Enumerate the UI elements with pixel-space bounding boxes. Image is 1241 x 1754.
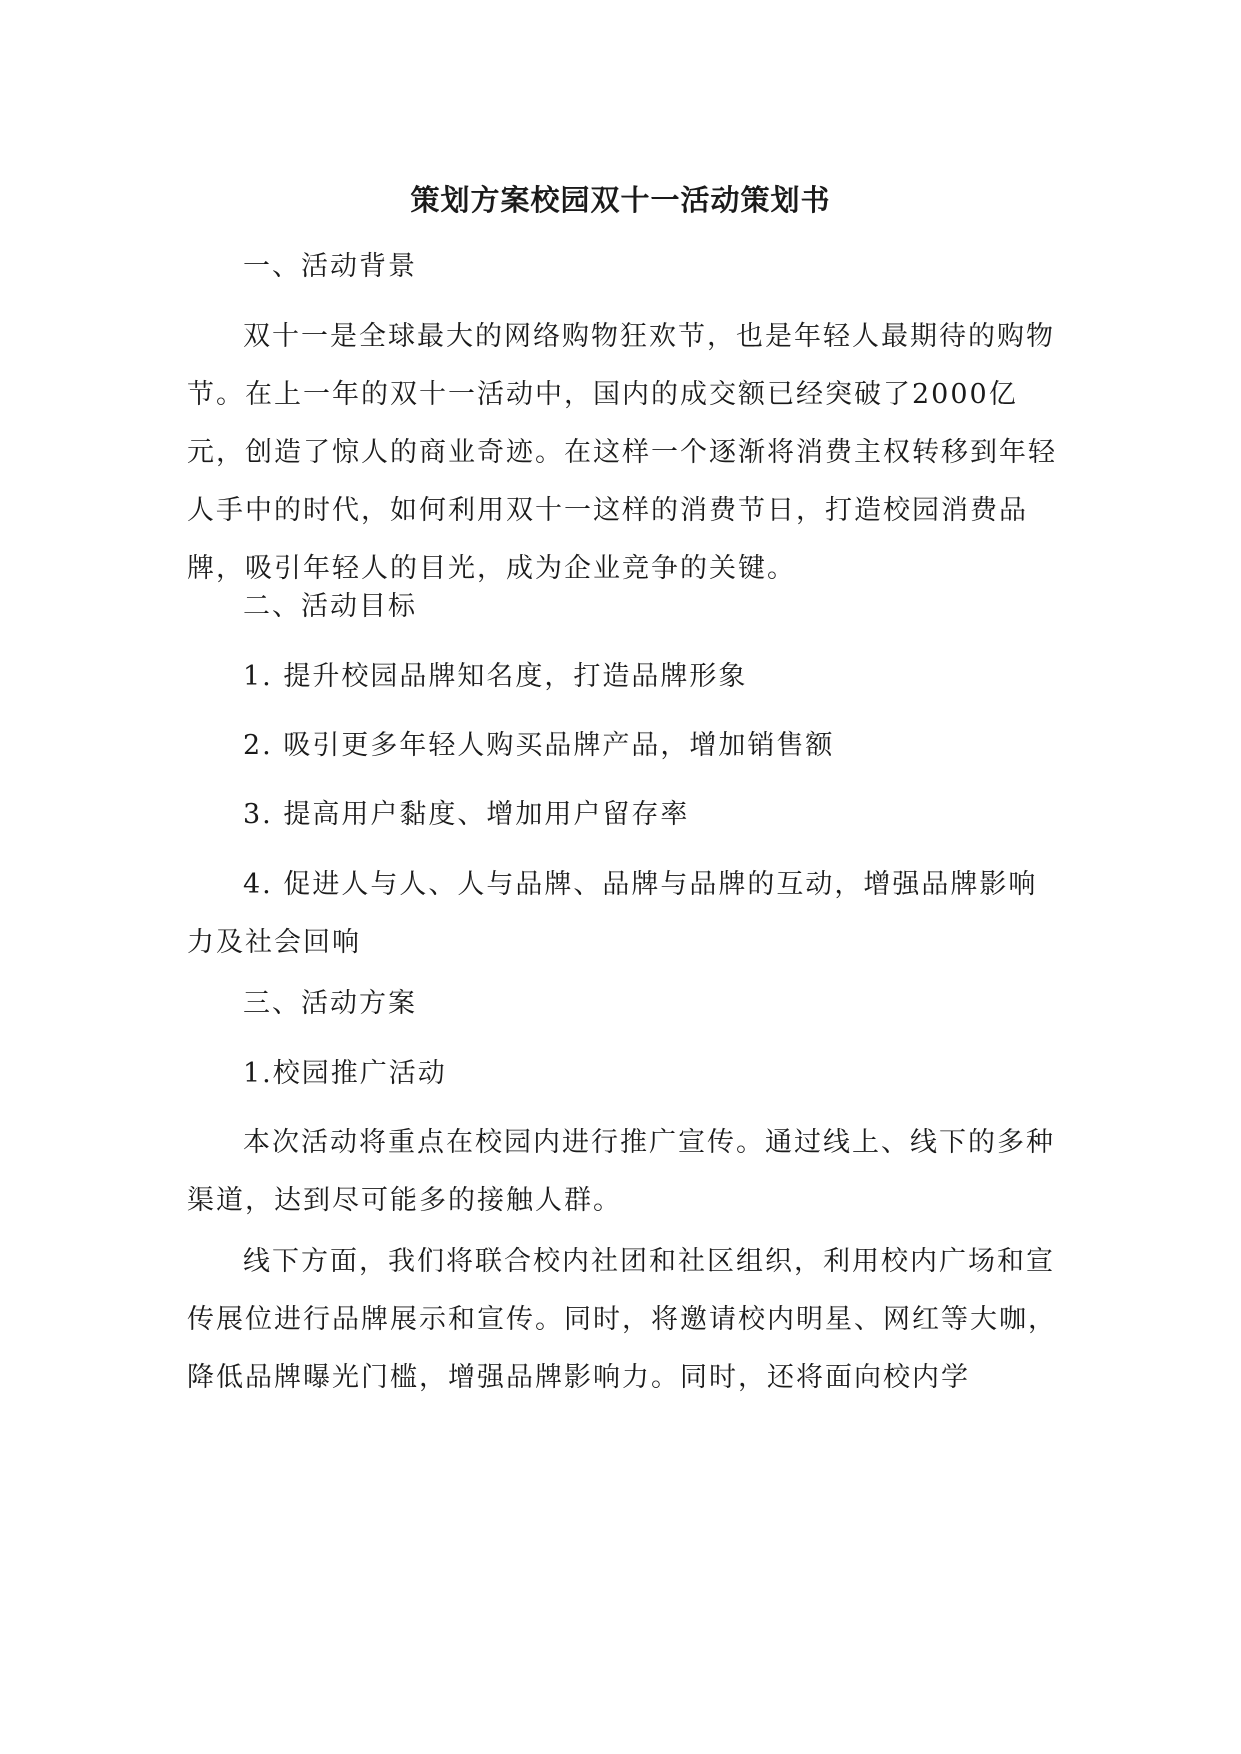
goal-item-4: 4. 促进人与人、人与品牌、品牌与品牌的互动，增强品牌影响力及社会回响 — [187, 869, 1038, 958]
section-heading-goals: 二、活动目标 — [243, 591, 417, 622]
goal-item-3: 3. 提高用户黏度、增加用户留存率 — [243, 799, 690, 830]
section-heading-plan: 三、活动方案 — [243, 988, 417, 1019]
document-title: 策划方案校园双十一活动策划书 — [410, 183, 831, 217]
goal-item-1: 1. 提升校园品牌知名度，打造品牌形象 — [243, 661, 748, 692]
paragraph-background: 双十一是全球最大的网络购物狂欢节，也是年轻人最期待的购物节。在上一年的双十一活动中，国内的成交额已经突破了2000亿元，创造了惊人的商业奇迹。在这样一个逐渐将消费主权转移到年轻人手中的时代，如何利用双十一这样的消费节日，打造校园消费品牌，吸引年轻人的目光，成为企业竞争的关键。 — [187, 321, 1057, 584]
goal-item-2: 2. 吸引更多年轻人购买品牌产品，增加销售额 — [243, 730, 835, 761]
section-heading-background: 一、活动背景 — [243, 251, 417, 282]
paragraph-offline-promotion: 线下方面，我们将联合校内社团和社区组织，利用校内广场和宣传展位进行品牌展示和宣传。同时，将邀请校内明星、网红等大咖，降低品牌曝光门槛，增强品牌影响力。同时，还将面向校内学 — [187, 1246, 1057, 1393]
subsection-heading-campus-promotion: 1.校园推广活动 — [243, 1058, 447, 1089]
paragraph-promotion-overview: 本次活动将重点在校园内进行推广宣传。通过线上、线下的多种渠道，达到尽可能多的接触人群。 — [187, 1127, 1055, 1216]
